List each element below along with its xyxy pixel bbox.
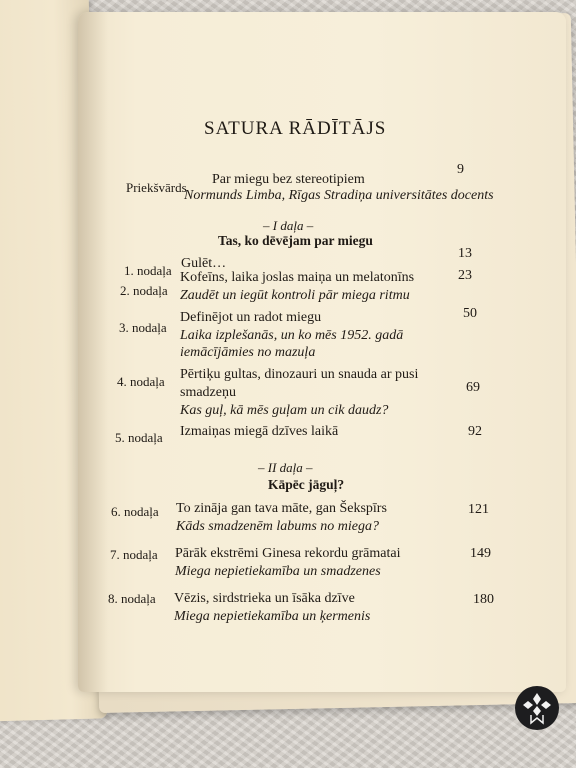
chapter-page: 50 — [463, 306, 477, 321]
chapter-label: 1. nodaļa — [124, 263, 172, 278]
chapter-subtitle: Laika izplešanās, un ko mēs 1952. gadā — [180, 328, 404, 343]
chapter-title-line2: smadzeņu — [180, 385, 236, 400]
chapter-title: Definējot un radot miegu — [180, 310, 322, 325]
chapter-subtitle: Kas guļ, kā mēs guļam un cik daudz? — [180, 403, 389, 418]
chapter-title: Pērtiķu gultas, dinozauri un snauda ar pusi — [180, 367, 419, 382]
chapter-title: Izmaiņas miegā dzīves laikā — [180, 424, 339, 439]
diamond-logo-icon — [515, 686, 559, 730]
chapter-title: To zināja gan tava māte, gan Šekspīrs — [176, 501, 387, 516]
part2-label: – II daļa – — [258, 460, 313, 475]
foreword-label: Priekšvārds — [126, 180, 187, 195]
foreword-author: Normunds Limba, Rīgas Stradiņa universitātes docents — [184, 188, 494, 203]
foreword-page: 9 — [457, 162, 464, 177]
chapter-label: 6. nodaļa — [111, 504, 159, 519]
chapter-page: 121 — [468, 502, 489, 517]
chapter-title: Kofeīns, laika joslas maiņa un melatonīns — [180, 270, 415, 285]
part1-title: Tas, ko dēvējam par miegu — [218, 233, 373, 248]
chapter-label: 3. nodaļa — [119, 320, 167, 335]
part1-label: – I daļa – — [263, 218, 314, 233]
chapter-page: 180 — [473, 592, 494, 607]
chapter-label: 2. nodaļa — [120, 283, 168, 298]
chapter-page: 23 — [458, 268, 472, 283]
chapter-title: Pārāk ekstrēmi Ginesa rekordu grāmatai — [175, 546, 401, 561]
chapter-page: 92 — [468, 424, 482, 439]
chapter-label: 4. nodaļa — [117, 374, 165, 389]
chapter-page: 69 — [466, 380, 480, 395]
chapter-subtitle-line2: iemācījāmies no mazuļa — [180, 345, 316, 360]
chapter-page: 149 — [470, 546, 491, 561]
chapter-subtitle: Kāds smadzenēm labums no miega? — [176, 519, 379, 534]
chapter-label: 7. nodaļa — [110, 547, 158, 562]
page-title: SATURA RĀDĪTĀJS — [204, 118, 387, 139]
part2-title: Kāpēc jāguļ? — [268, 477, 345, 492]
foreword-title: Par miegu bez stereotipiem — [212, 172, 365, 187]
chapter-title: Gulēt… — [181, 256, 227, 271]
chapter-title: Vēzis, sirdstrieka un īsāka dzīve — [174, 591, 355, 606]
chapter-page: 13 — [458, 246, 472, 261]
chapter-subtitle: Miega nepietiekamība un smadzenes — [175, 564, 381, 579]
chapter-label: 8. nodaļa — [108, 591, 156, 606]
chapter-subtitle: Zaudēt un iegūt kontroli pār miega ritmu — [180, 288, 410, 303]
chapter-label: 5. nodaļa — [115, 430, 163, 445]
chapter-subtitle: Miega nepietiekamība un ķermenis — [174, 609, 371, 624]
